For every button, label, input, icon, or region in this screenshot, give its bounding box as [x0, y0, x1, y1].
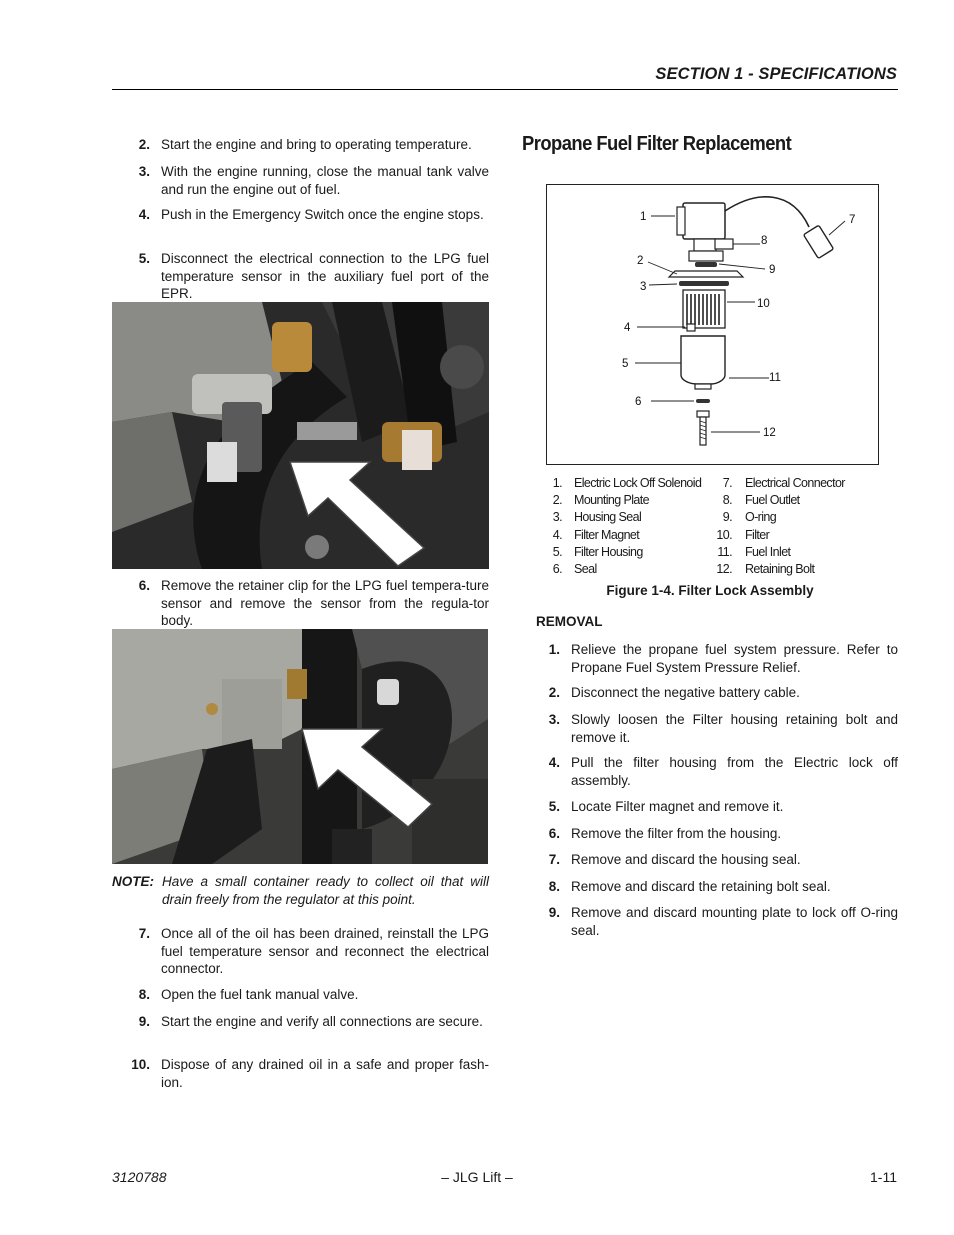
step-text: With the engine running, close the manual tank valve and run the engine out of fuel.	[161, 164, 489, 197]
footer-page-number: 1-11	[870, 1169, 897, 1185]
footer-doc-number: 3120788	[112, 1169, 167, 1185]
step-number: 1.	[548, 642, 560, 657]
step-text: Relieve the propane fuel system pressure. Refer to Propane Fuel System Pressure Relief.	[571, 642, 898, 675]
callout-6: 6	[635, 396, 642, 408]
step-text: Open the fuel tank manual valve.	[161, 987, 359, 1002]
step-number: 5.	[548, 799, 560, 814]
filter-lock-diagram	[546, 184, 879, 465]
engine-photo-sensor-connector	[112, 302, 489, 569]
step-text: Locate Filter magnet and remove it.	[571, 799, 784, 814]
step-number: 7.	[138, 926, 150, 941]
step-text: Disconnect the electrical connection to the LPG fuel temperature sensor in the auxiliary fuel port of the EPR.	[161, 251, 489, 301]
step-number: 8.	[548, 879, 560, 894]
step-text: Remove the retainer clip for the LPG fuel tempera-ture sensor and remove the sensor from the regula-tor body.	[161, 578, 489, 628]
step-text: Start the engine and verify all connections are secure.	[161, 1014, 483, 1029]
callout-3: 3	[640, 281, 647, 293]
callout-7: 7	[849, 214, 856, 226]
step-text: Once all of the oil has been drained, reinstall the LPG fuel temperature sensor and reconnect the electrical connector.	[161, 926, 489, 976]
step-number: 4.	[138, 207, 150, 222]
step-number: 3.	[548, 712, 560, 727]
callout-11: 11	[769, 372, 781, 384]
step-text: Dispose of any drained oil in a safe and proper fash-ion.	[161, 1057, 489, 1090]
step-number: 3.	[138, 164, 150, 179]
callout-8: 8	[761, 235, 768, 247]
step-number: 9.	[548, 905, 560, 920]
section-header: SECTION 1 - SPECIFICATIONS	[655, 65, 897, 83]
step-text: Start the engine and bring to operating temperature.	[161, 137, 472, 152]
callout-1: 1	[640, 211, 647, 223]
callout-10: 10	[757, 298, 770, 310]
callout-9: 9	[769, 264, 776, 276]
step-number: 10.	[131, 1057, 150, 1072]
legend-left: 1. Electric Lock Off Solenoid 2. Mounting Plate 3. Housing Seal 4. Filter Magnet 5. Filter Housing 6. Seal	[552, 476, 702, 576]
removal-heading: REMOVAL	[536, 614, 603, 629]
step-number: 8.	[138, 987, 150, 1002]
engine-photo-regulator-body	[112, 629, 488, 864]
step-text: Pull the filter housing from the Electric lock off assembly.	[571, 755, 898, 788]
step-text: Remove the filter from the housing.	[571, 826, 782, 841]
legend-right: 7. Electrical Connector 8. Fuel Outlet 9. O-ring 10. Filter 11. Fuel Inlet 12. Retaining Bolt	[716, 476, 845, 576]
step-text: Remove and discard the retaining bolt seal.	[571, 879, 831, 894]
step-number: 9.	[138, 1014, 150, 1029]
step-text: Slowly loosen the Filter housing retaining bolt and remove it.	[571, 712, 898, 745]
step-number: 4.	[548, 755, 560, 770]
step-text: Remove and discard the housing seal.	[571, 852, 801, 867]
step-number: 6.	[138, 578, 150, 593]
step-number: 7.	[548, 852, 560, 867]
section-title: Propane Fuel Filter Replacement	[522, 133, 792, 155]
step-number: 2.	[138, 137, 150, 152]
callout-12: 12	[763, 427, 776, 439]
callout-4: 4	[624, 322, 631, 334]
callout-2: 2	[637, 255, 644, 267]
callout-5: 5	[622, 358, 629, 370]
step-number: 5.	[138, 251, 150, 266]
step-text: Disconnect the negative battery cable.	[571, 685, 800, 700]
step-text: Push in the Emergency Switch once the engine stops.	[161, 207, 484, 222]
step-text: Remove and discard mounting plate to lock off O-ring seal.	[571, 905, 898, 938]
step-number: 6.	[548, 826, 560, 841]
note-label: NOTE:	[112, 874, 154, 889]
figure-caption: Figure 1-4. Filter Lock Assembly	[606, 583, 814, 598]
step-number: 2.	[548, 685, 560, 700]
footer-publisher: – JLG Lift –	[441, 1169, 513, 1185]
note-text: Have a small container ready to collect oil that will drain freely from the regulator at this point.	[162, 874, 489, 907]
header-rule	[112, 89, 898, 90]
